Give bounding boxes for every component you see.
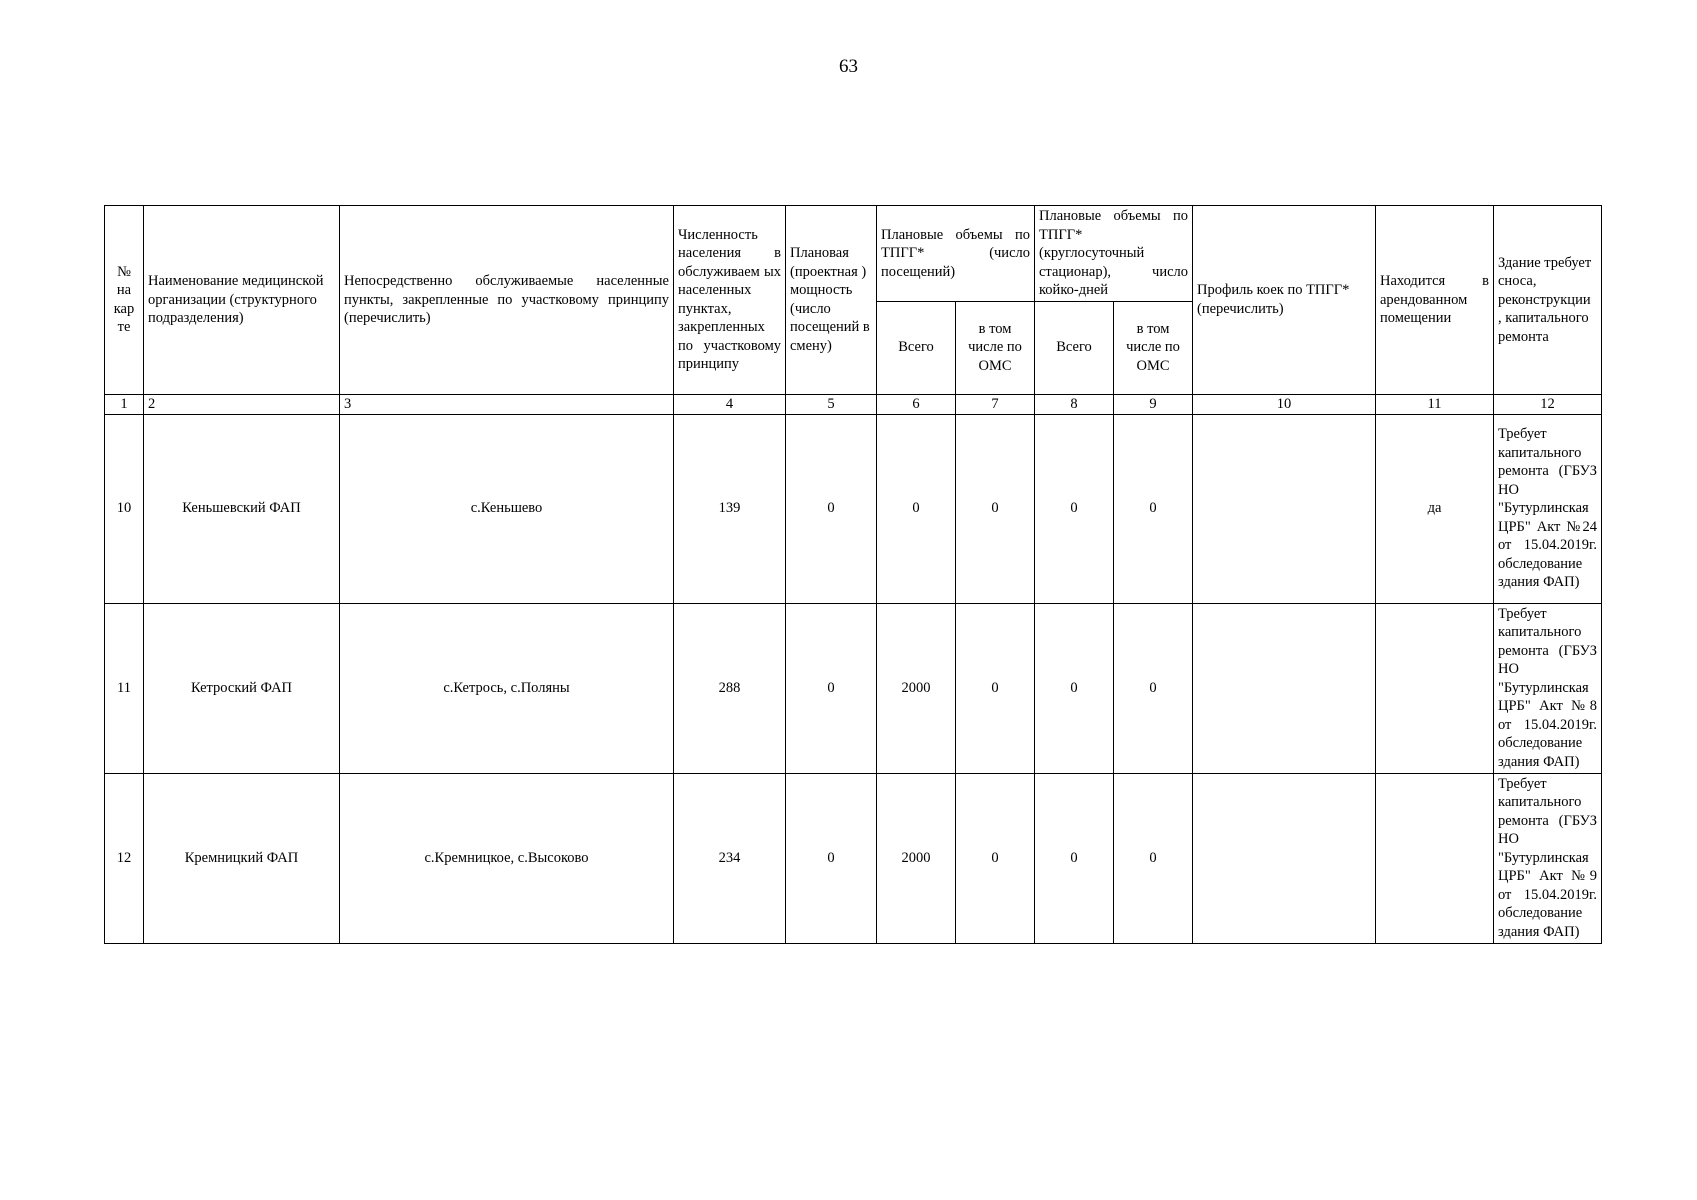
column-number: 9 xyxy=(1114,394,1193,414)
table-row xyxy=(105,773,1602,943)
cell-visits-oms: 0 xyxy=(956,773,1035,943)
cell-beddays-total: 0 xyxy=(1035,603,1114,773)
cell-settlements: с.Кеньшево xyxy=(340,414,674,603)
column-number: 12 xyxy=(1494,394,1602,414)
cell-bed-profile xyxy=(1193,773,1376,943)
header-bed-profile: Профиль коек по ТПГГ* (перечислить) xyxy=(1193,206,1376,395)
cell-rented xyxy=(1376,773,1494,943)
header-beddays-total: Всего xyxy=(1035,301,1114,394)
cell-settlements: с.Кетрось, с.Поляны xyxy=(340,603,674,773)
cell-building-state: Требует капитального ремонта (ГБУЗ НО "Бутурлинская ЦРБ" Акт №8 от 15.04.2019г. обследование здания ФАП) xyxy=(1494,603,1602,773)
column-numbers-row xyxy=(105,394,1602,414)
cell-beddays-total: 0 xyxy=(1035,773,1114,943)
cell-visits-oms: 0 xyxy=(956,414,1035,603)
cell-rented xyxy=(1376,603,1494,773)
cell-building-state: Требует капитального ремонта (ГБУЗ НО "Бутурлинская ЦРБ" Акт №9 от 15.04.2019г. обследование здания ФАП) xyxy=(1494,773,1602,943)
cell-population: 139 xyxy=(674,414,786,603)
facilities-table xyxy=(104,205,1602,944)
column-number: 11 xyxy=(1376,394,1494,414)
cell-bed-profile xyxy=(1193,414,1376,603)
column-number: 1 xyxy=(105,394,144,414)
cell-rented: да xyxy=(1376,414,1494,603)
cell-beddays-total: 0 xyxy=(1035,414,1114,603)
column-number: 10 xyxy=(1193,394,1376,414)
cell-beddays-oms: 0 xyxy=(1114,414,1193,603)
header-organization: Наименование медицинской организации (структурного подразделения) xyxy=(144,206,340,395)
cell-visits-total: 2000 xyxy=(877,773,956,943)
cell-population: 288 xyxy=(674,603,786,773)
header-rented: Находится в арендованном помещении xyxy=(1376,206,1494,395)
cell-population: 234 xyxy=(674,773,786,943)
header-visits-oms: в том числе по ОМС xyxy=(956,301,1035,394)
header-building-state: Здание требует сноса, реконструкции , капитального ремонта xyxy=(1494,206,1602,395)
header-settlements: Непосредственно обслуживаемые населенные пункты, закрепленные по участковому принципу (перечислить) xyxy=(340,206,674,395)
header-no: № на кар те xyxy=(105,206,144,395)
column-number: 5 xyxy=(786,394,877,414)
header-planned-beddays: Плановые объемы по ТПГГ* (круглосуточный стационар), число койко-дней xyxy=(1035,206,1193,302)
cell-capacity: 0 xyxy=(786,773,877,943)
cell-settlements: с.Кремницкое, с.Высоково xyxy=(340,773,674,943)
column-number: 2 xyxy=(144,394,340,414)
cell-capacity: 0 xyxy=(786,603,877,773)
header-population: Численность населения в обслуживаем ых населенных пунктах, закрепленных по участковому принципу xyxy=(674,206,786,395)
cell-visits-total: 2000 xyxy=(877,603,956,773)
cell-capacity: 0 xyxy=(786,414,877,603)
header-beddays-oms: в том числе по ОМС xyxy=(1114,301,1193,394)
cell-organization: Кремницкий ФАП xyxy=(144,773,340,943)
cell-organization: Кеньшевский ФАП xyxy=(144,414,340,603)
cell-visits-total: 0 xyxy=(877,414,956,603)
header-row-top xyxy=(105,206,1602,302)
header-planned-visits: Плановые объемы по ТПГГ* (число посещений) xyxy=(877,206,1035,302)
cell-bed-profile xyxy=(1193,603,1376,773)
header-capacity: Плановая (проектная ) мощность (число посещений в смену) xyxy=(786,206,877,395)
cell-beddays-oms: 0 xyxy=(1114,603,1193,773)
column-number: 3 xyxy=(340,394,674,414)
table-row xyxy=(105,603,1602,773)
column-number: 4 xyxy=(674,394,786,414)
header-visits-total: Всего xyxy=(877,301,956,394)
page-number: 63 xyxy=(839,56,858,77)
column-number: 8 xyxy=(1035,394,1114,414)
cell-beddays-oms: 0 xyxy=(1114,773,1193,943)
cell-no: 10 xyxy=(105,414,144,603)
cell-building-state: Требует капитального ремонта (ГБУЗ НО "Бутурлинская ЦРБ" Акт №24 от 15.04.2019г. обследование здания ФАП) xyxy=(1494,414,1602,603)
table-row xyxy=(105,414,1602,603)
column-number: 6 xyxy=(877,394,956,414)
column-number: 7 xyxy=(956,394,1035,414)
cell-no: 11 xyxy=(105,603,144,773)
cell-visits-oms: 0 xyxy=(956,603,1035,773)
cell-no: 12 xyxy=(105,773,144,943)
cell-organization: Кетроский ФАП xyxy=(144,603,340,773)
